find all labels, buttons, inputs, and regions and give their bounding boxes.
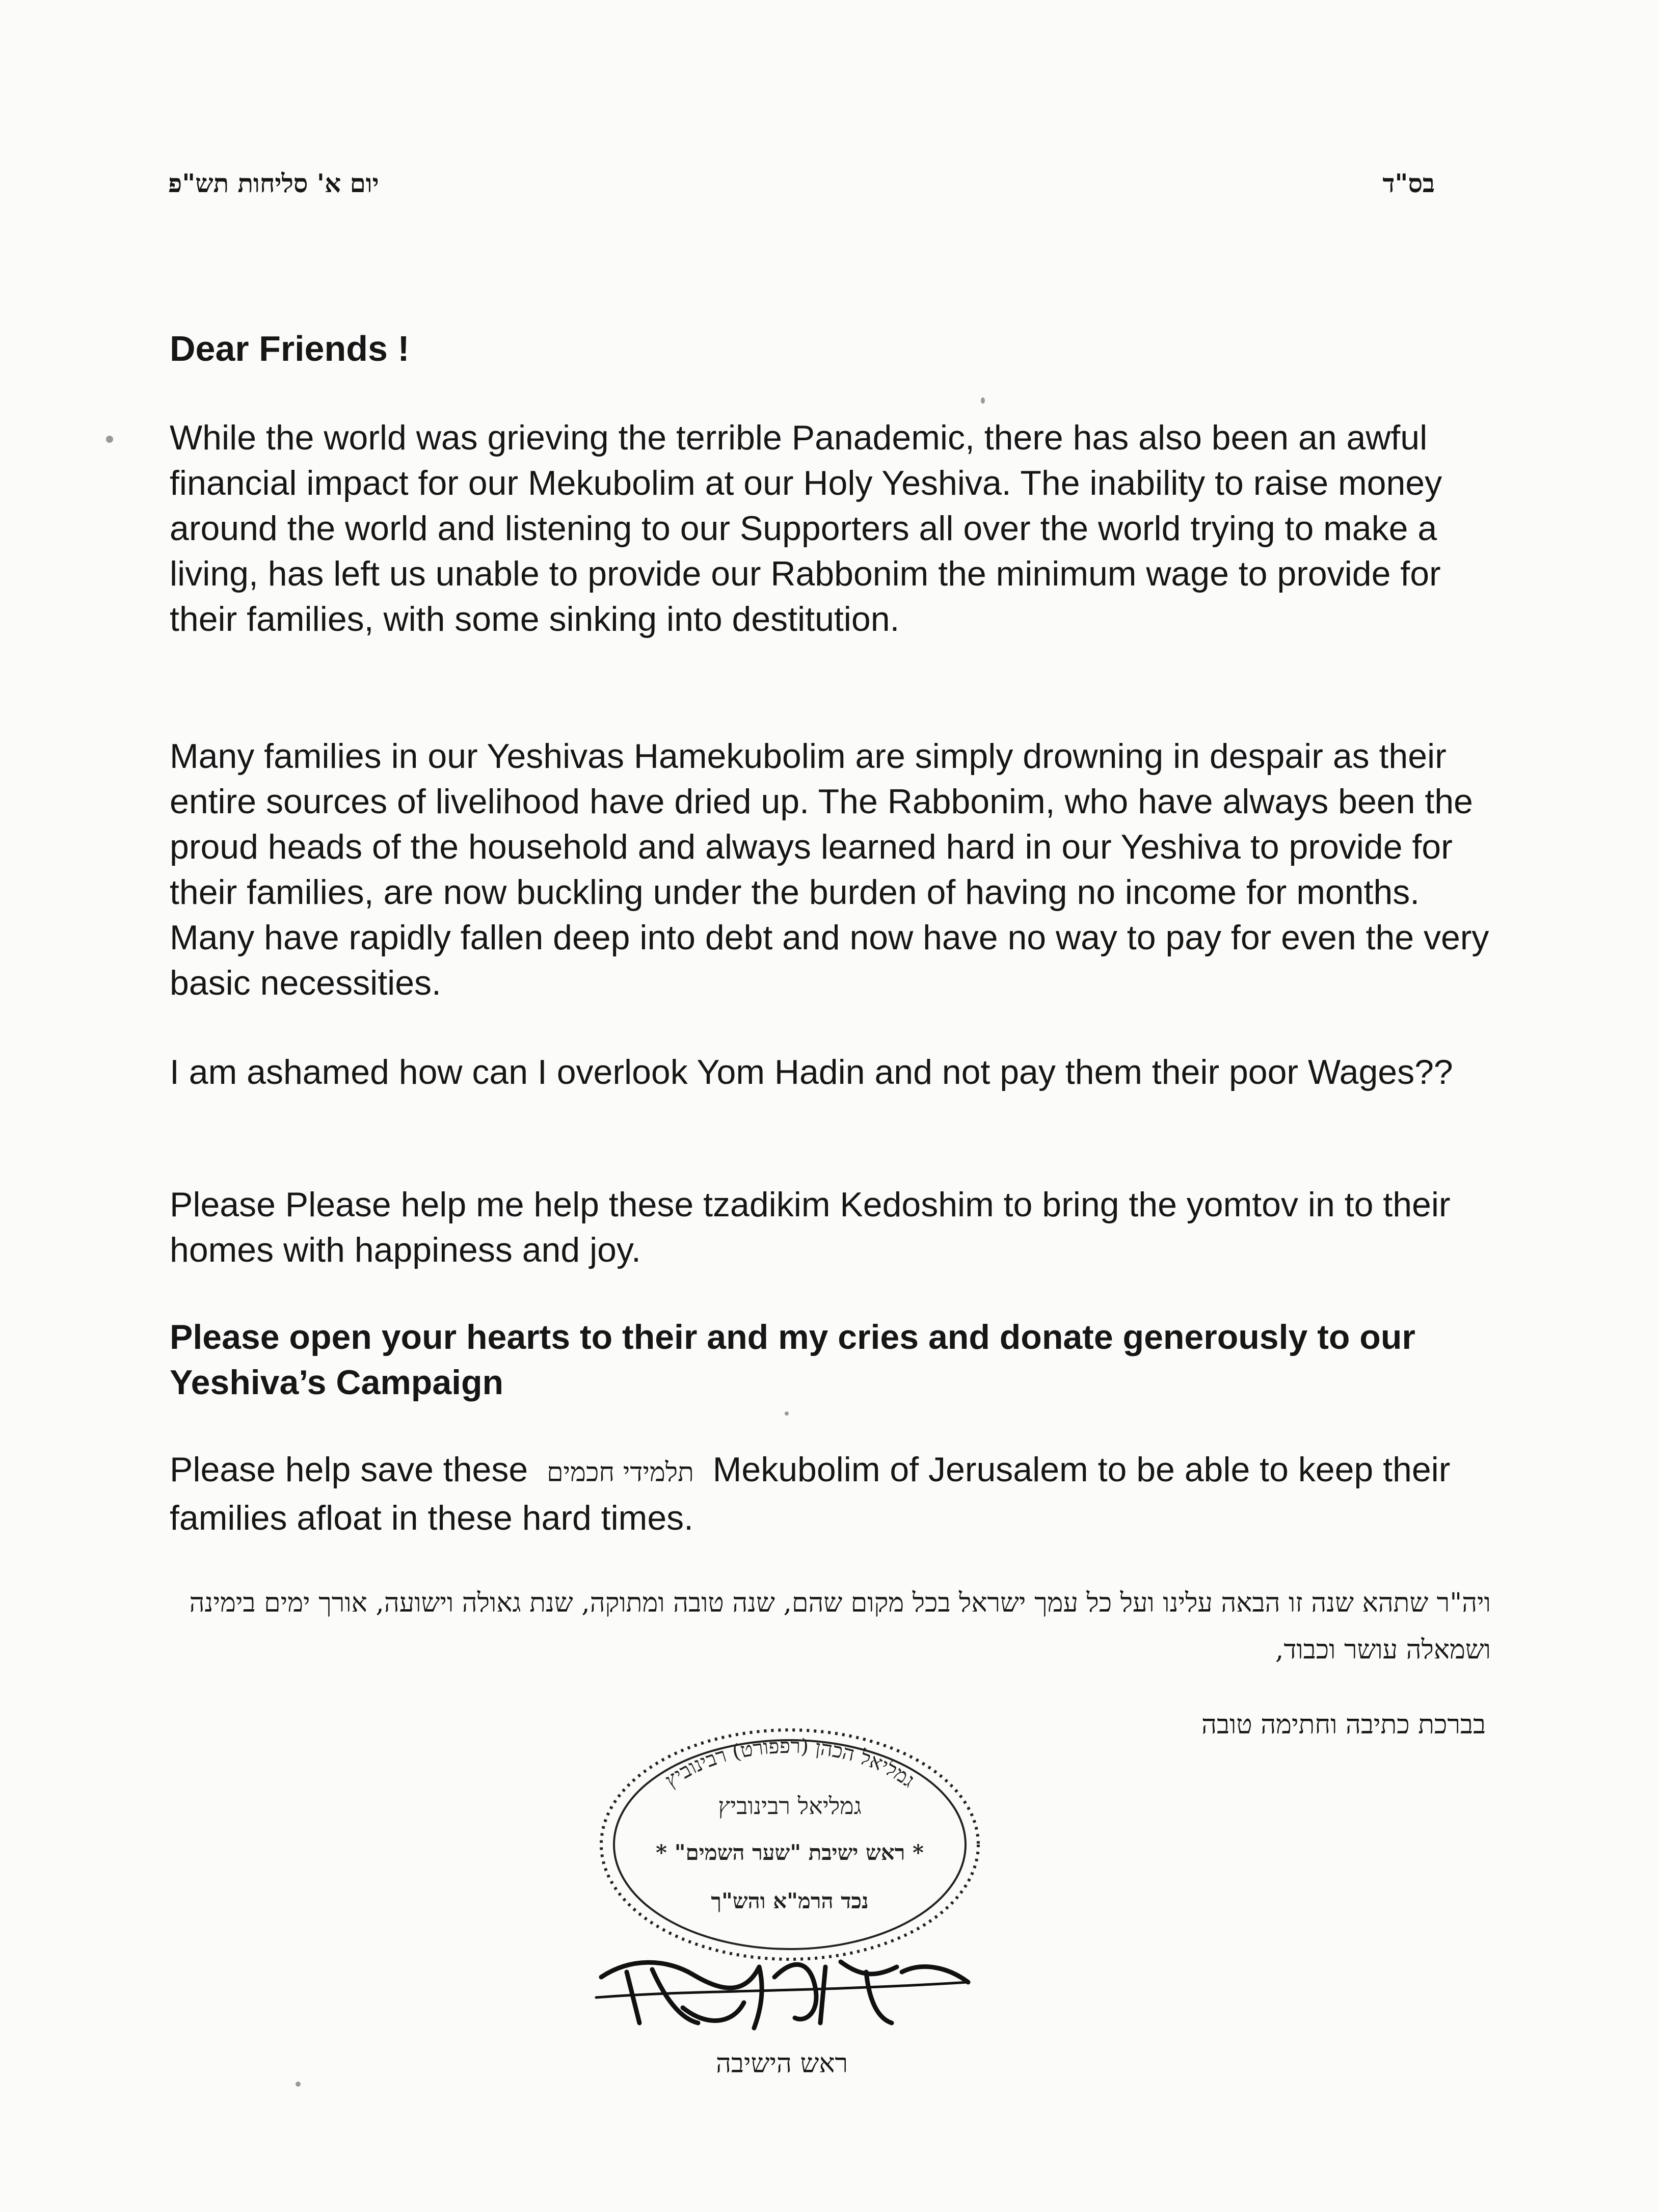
paper-speck: [981, 397, 985, 404]
paragraph-6: [170, 1447, 1494, 1541]
stamp-ring-text: גמליאל הכהן (רפפורט) רבינוביץ: [660, 1734, 919, 1793]
handwritten-signature: [591, 1947, 978, 2038]
salutation: Dear Friends !: [170, 329, 410, 368]
paragraph-5-appeal: Please open your hearts to their and my cries and donate generously to our Yeshiva’s Campaign: [170, 1318, 1415, 1402]
paragraph-6-start: Please help save these: [170, 1450, 528, 1489]
paragraph-2: Many families in our Yeshivas Hamekubolim are simply drowning in despair as their entire sources of livelihood have dried up. The Rabbonim, who have always been the proud heads of the household and always learned hard in our Yeshiva to provide for their families, are now buckling under the burden of having no income for months. Many have rapidly fallen deep into debt and now have no way to pay for even the very basic necessities.: [170, 737, 1489, 1002]
stamp-name: גמליאל רבינוביץ: [718, 1792, 862, 1820]
header-right: בס"ד: [1382, 168, 1435, 198]
blessing-text: ויה"ר שתהא שנה זו הבאה עלינו ועל כל עמך ישראל בכל מקום שהם, שנה טובה ומתוקה, שנת גאולה וישועה, אורך ימים בימינה ושמאלה עושר וכבוד,: [189, 1588, 1491, 1665]
header-date: יום א' סליחות תש"פ: [168, 168, 379, 198]
closing-line: בברכת כתיבה וחתימה טובה: [1201, 1710, 1486, 1740]
paper-speck: [106, 436, 113, 443]
signature-title: ראש הישיבה: [716, 2048, 848, 2079]
rabbinical-stamp: [594, 1725, 986, 1964]
stamp-lineage: נכד הרמ"א והש"ך: [711, 1888, 869, 1913]
paper-speck: [296, 2082, 301, 2087]
paragraph-6-end: Mekubolim of Jerusalem to be able to keep their families afloat in these hard times.: [170, 1450, 1451, 1537]
paragraph-3: I am ashamed how can I overlook Yom Hadin and not pay them their poor Wages??: [170, 1053, 1453, 1091]
paragraph-6-hebrew: תלמידי חכמים: [547, 1457, 694, 1488]
paragraph-4: Please Please help me help these tzadikim Kedoshim to bring the yomtov in to their homes with happiness and joy.: [170, 1185, 1451, 1269]
paragraph-1: While the world was grieving the terrible Panademic, there has also been an awful financial impact for our Mekubolim at our Holy Yeshiva. The inability to raise money around the world and listening to our Supporters all over the world trying to make a living, has left us unable to provide our Rabbonim the minimum wage to provide for their families, with some sinking into destitution.: [170, 418, 1442, 638]
paper-speck: [785, 1411, 789, 1416]
stamp-role: * ראש ישיבת "שער השמים" *: [656, 1840, 924, 1865]
